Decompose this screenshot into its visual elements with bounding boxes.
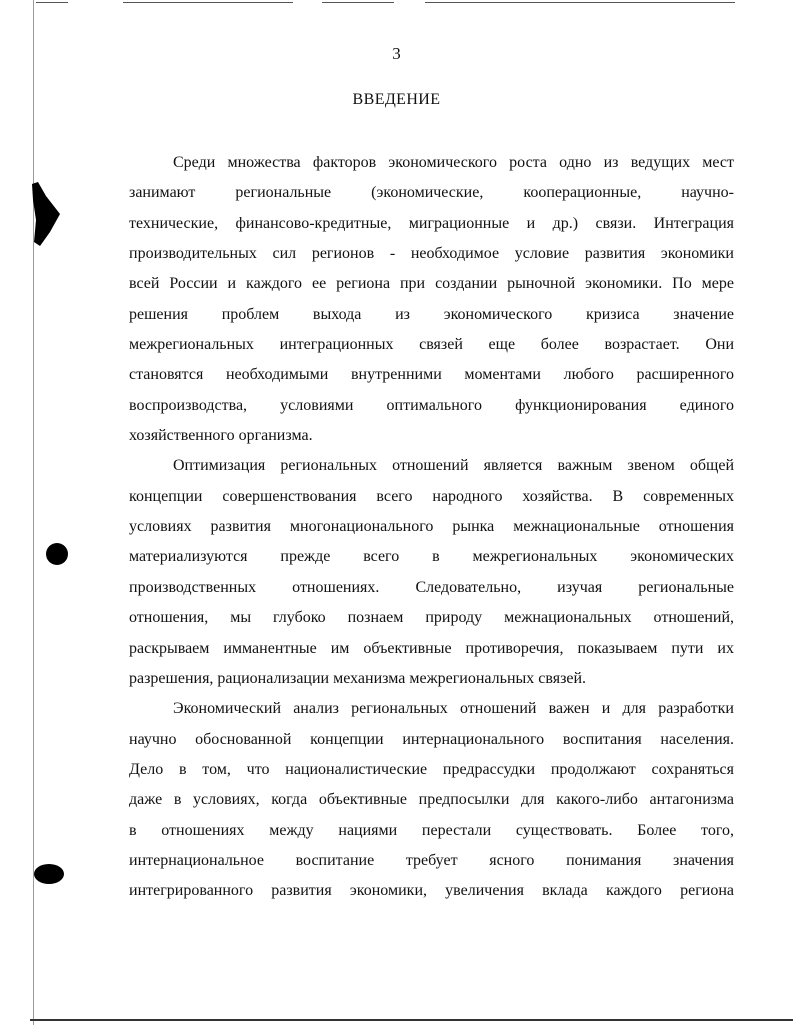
text-line: разрешения, рационализации механизма межрегиональных связей.: [129, 669, 587, 687]
page-title: ВВЕДЕНИЕ: [352, 91, 441, 108]
text-line: производительных сил регионов - необходимое условие развития экономики: [129, 245, 734, 263]
scan-top-rule-middle2: [322, 2, 394, 3]
scan-top-rule-left: [36, 2, 68, 3]
text-line: воспроизводства, условиями оптимального функционирования единого: [129, 396, 734, 414]
text-line: Оптимизация региональных отношений является важным звеном общей: [173, 457, 734, 475]
paragraph-3: [129, 694, 734, 906]
paragraph-1: [129, 148, 734, 451]
text-line: всей России и каждого ее региона при создании рыночной экономики. По мере: [129, 275, 734, 293]
text-line: в отношениях между нациями перестали существовать. Более того,: [129, 821, 734, 839]
text-line: отношения, мы глубоко познаем природу межнациональных отношений,: [129, 609, 734, 627]
text-line: даже в условиях, когда объективные предпосылки для какого-либо антагонизма: [129, 791, 734, 809]
text-line: межрегиональных интеграционных связей еще более возрастает. Они: [129, 336, 734, 354]
scan-top-rule-middle: [123, 2, 293, 3]
text-line: Экономический анализ региональных отношений важен и для разработки: [173, 700, 734, 718]
text-line: научно обоснованной концепции интернационального воспитания населения.: [129, 730, 734, 748]
scan-bottom-rule: [30, 1019, 793, 1021]
text-line: условиях развития многонационального рынка межнациональные отношения: [129, 518, 734, 536]
text-line: хозяйственного организма.: [129, 427, 313, 445]
text-line: Дело в том, что националистические предрассудки продолжают сохраняться: [129, 760, 734, 778]
text-line: решения проблем выхода из экономического кризиса значение: [129, 305, 734, 323]
text-line: интернациональное воспитание требует ясного понимания значения: [129, 851, 734, 869]
text-line: занимают региональные (экономические, кооперационные, научно-: [129, 184, 734, 202]
text-line: производственных отношениях. Следовательно, изучая региональные: [129, 578, 734, 596]
paragraph-2: [129, 451, 734, 694]
scan-top-rule-right: [425, 2, 735, 3]
text-line: раскрываем имманентные им объективные противоречия, показываем пути их: [129, 639, 734, 657]
binder-clip-mark: [30, 180, 64, 250]
punch-hole-mark: [46, 543, 68, 565]
document-body: [129, 148, 734, 907]
text-line: становятся необходимыми внутренними моментами любого расширенного: [129, 366, 734, 384]
text-line: материализуются прежде всего в межрегиональных экономических: [129, 548, 734, 566]
text-line: концепции совершенствования всего народного хозяйства. В современных: [129, 487, 734, 505]
punch-hole-mark-lower: [34, 864, 64, 884]
text-line: интегрированного развития экономики, увеличения вклада каждого региона: [129, 882, 734, 900]
text-line: технические, финансово-кредитные, миграционные и др.) связи. Интеграция: [129, 214, 734, 232]
text-line: Среди множества факторов экономического роста одно из ведущих мест: [173, 154, 734, 171]
page-number: 3: [392, 44, 401, 63]
